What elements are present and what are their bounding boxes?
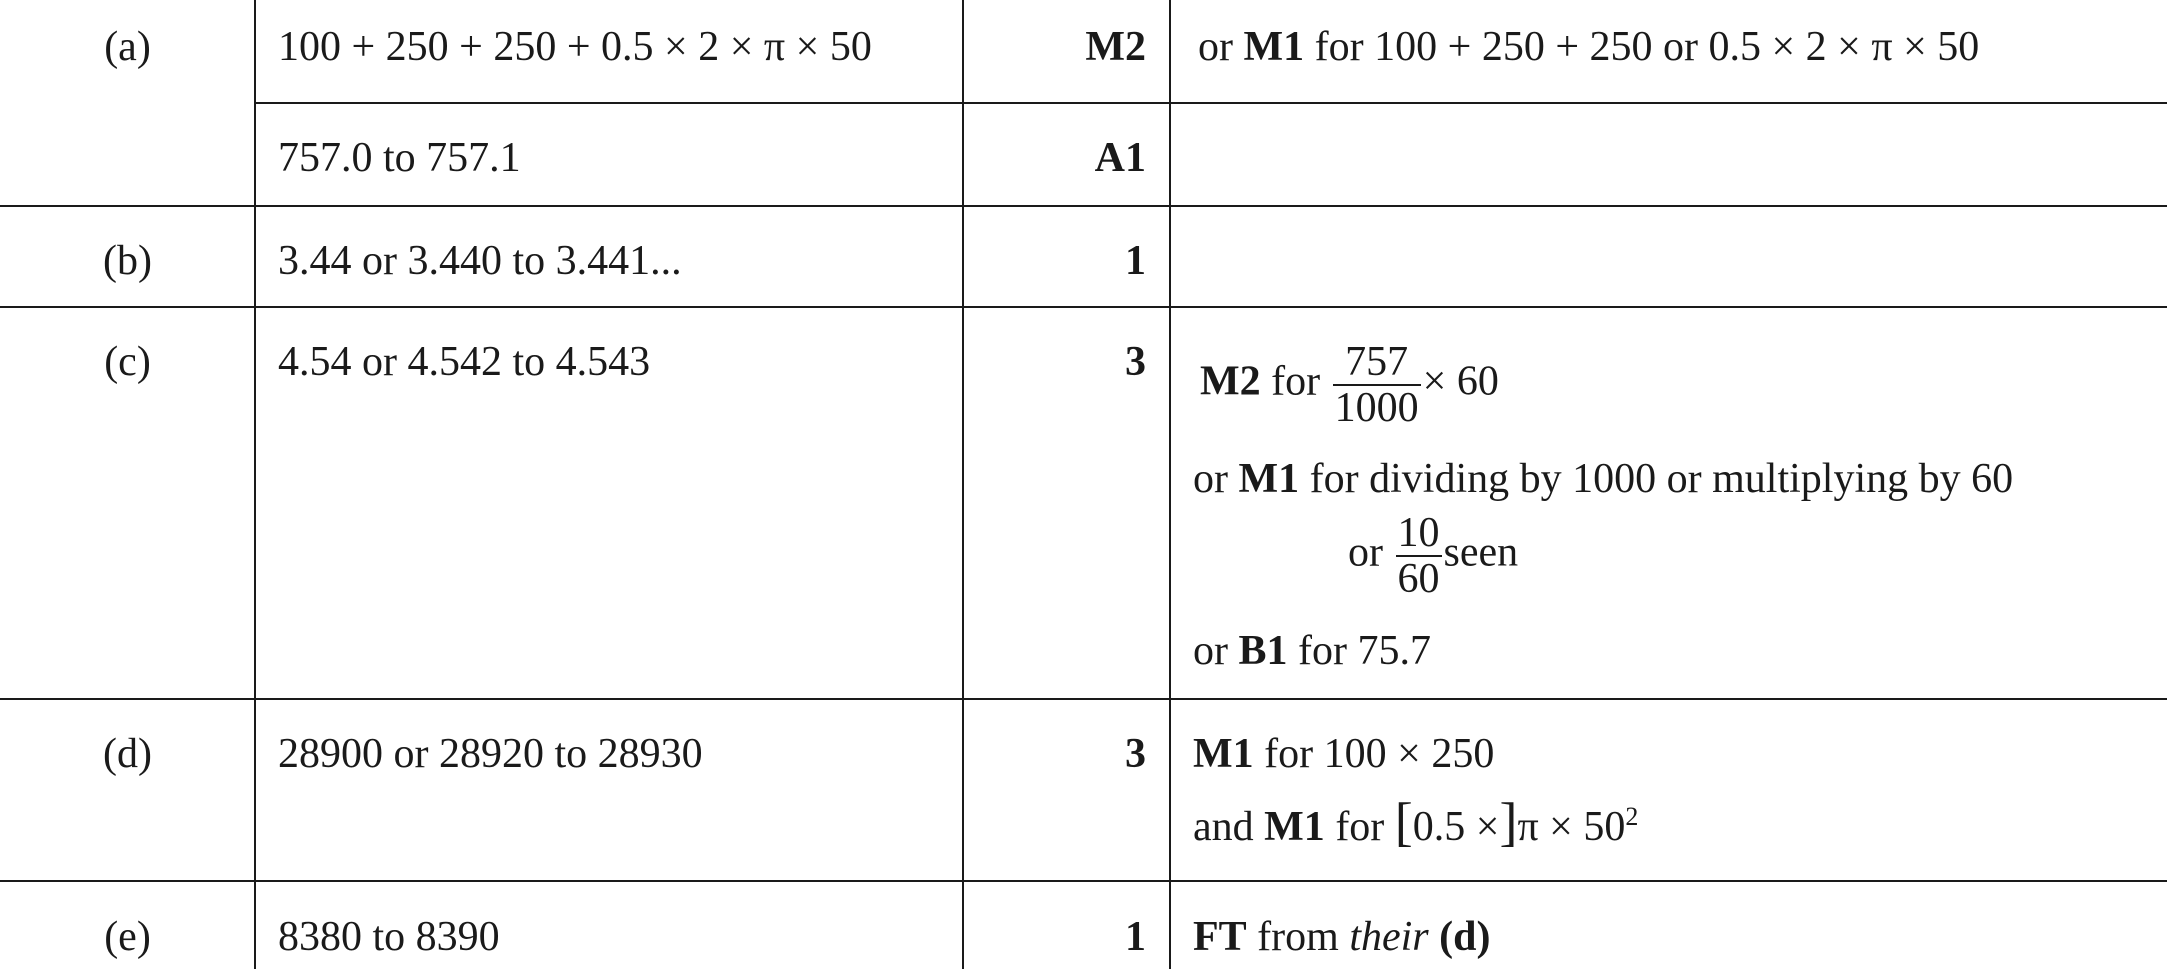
row-divider [0,880,2167,882]
guidance-cell: FT from their (d) [1193,914,1491,960]
answer-cell: 8380 to 8390 [278,914,500,960]
column-divider [1169,0,1171,969]
part-label: (b) [103,238,152,284]
mark-cell: 1 [1125,238,1146,284]
guidance-cell: or M1 for 100 + 250 + 250 or 0.5 × 2 × π × 50 [1198,24,1980,70]
guidance-line: M2 for $\frac{757}{1000}$ × 60 [1200,339,1499,432]
answer-cell: 4.54 or 4.542 to 4.543 [278,339,651,385]
row-divider [0,698,2167,700]
mark-cell: 3 [1125,731,1146,777]
answer-cell: 3.44 or 3.440 to 3.441... [278,238,682,284]
guidance-line: or M1 for dividing by 1000 or multiplying by 60 [1193,456,2014,502]
fraction: $\frac{10}{60}$ [1397,510,1440,603]
mark-cell: 1 [1125,914,1146,960]
part-label: (a) [104,24,151,70]
row-divider [0,205,2167,207]
mark-cell: 3 [1125,339,1146,385]
guidance-line: or $\frac{10}{60}$ seen [1348,510,1519,603]
mark-cell: M2 [1085,24,1146,70]
answer-cell: 100 + 250 + 250 + 0.5 × 2 × π × 50 [278,24,872,70]
part-label: (c) [104,339,151,385]
answer-cell: 28900 or 28920 to 28930 [278,731,703,777]
fraction: $\frac{757}{1000}$ [1334,339,1419,432]
column-divider [962,0,964,969]
part-label: (d) [103,731,152,777]
mark-cell: A1 [1094,135,1146,181]
guidance-line: and M1 for $[0.5 \times]\pi \times 50^2$ [1193,792,1639,852]
part-label: (e) [104,914,151,960]
row-divider [0,306,2167,308]
guidance-line: M1 for 100 × 250 [1193,731,1495,777]
guidance-line: or B1 for 75.7 [1193,628,1431,674]
answer-cell: 757.0 to 757.1 [278,135,521,181]
row-divider [255,102,2167,104]
column-divider [254,0,256,969]
